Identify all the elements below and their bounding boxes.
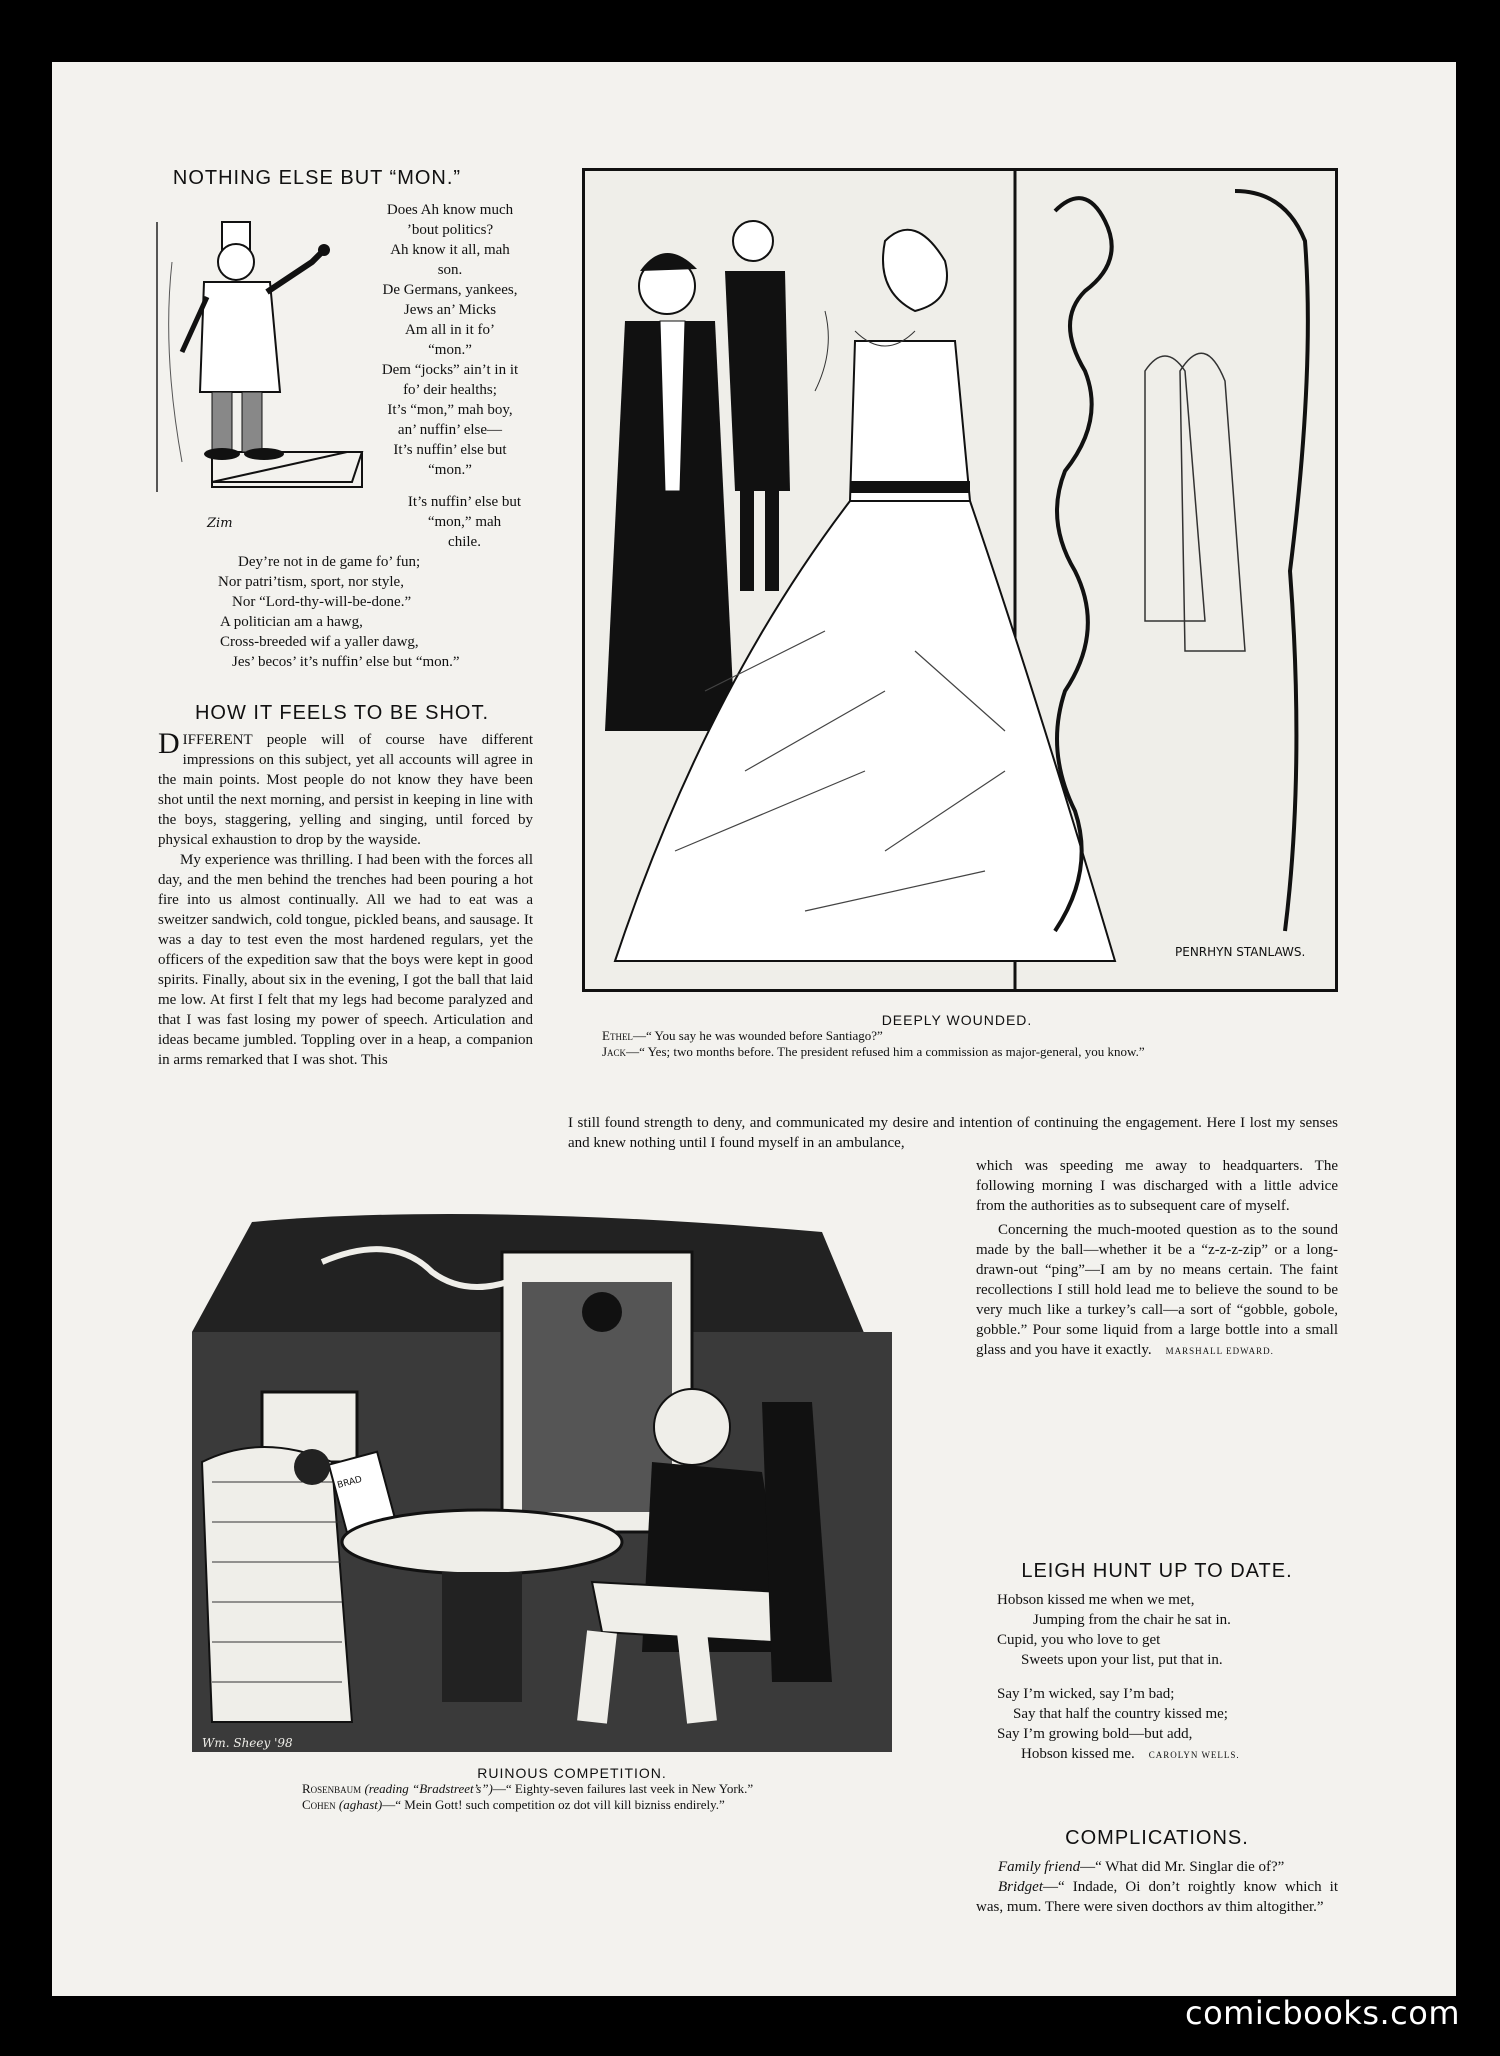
poem-line: Am all in it fo’ bbox=[405, 322, 495, 338]
poem-line: Does Ah know much bbox=[386, 202, 514, 218]
section-title-nothing-else: NOTHING ELSE BUT “MON.” bbox=[172, 167, 462, 189]
paragraph-text: Concerning the much-mooted question as to the sound made by the ball—whether it be a “z-z-z-zip” or a long-drawn-out “ping”—I am by no means certain. The faint recollections I still hold lead me to believe the sound to be very much like a turkey’s call—a sort of “gobble, gobole, gobble.” Pour some liquid from a large bottle into a small glass and you have it exactly. bbox=[976, 1222, 1338, 1358]
poem-line: Nor patri’tism, sport, nor style, bbox=[218, 574, 404, 590]
paragraph-text: people will of course have different impressions on this subject, yet all accounts will agree in the main points. Most people do not know they have been shot until the next morning, and persist in keeping in line with the boys, staggering, yelling and singing, until forced by physical exhaustion to drop by the wayside. bbox=[158, 732, 533, 848]
author-signature: CAROLYN WELLS. bbox=[1148, 1750, 1240, 1760]
poem-line: It’s nuffin’ else but bbox=[393, 442, 507, 458]
section-title-leigh-hunt: LEIGH HUNT UP TO DATE. bbox=[1021, 1560, 1293, 1582]
caption-text: —“ You say he was wounded before Santiago?” bbox=[632, 1028, 883, 1043]
poem-line: Cupid, you who love to get bbox=[997, 1632, 1161, 1648]
site-watermark: comicbooks.com bbox=[1184, 1994, 1460, 2032]
magazine-page bbox=[52, 62, 1456, 1996]
lead-word: IFFERENT bbox=[182, 732, 253, 748]
caption-speaker: Cohen bbox=[302, 1797, 336, 1812]
poem-line: A politician am a hawg, bbox=[220, 614, 363, 630]
caption-speaker: Rosenbaum bbox=[302, 1781, 362, 1796]
paragraph: My experience was thrilling. I had been with the forces all day, and the men behind the trenches had been pouring a hot fire into us almost continually. All we had to eat was a sweitzer sandwich, cold tongue, pickled beans, and sausage. It was a day to test even the most hardened regulars, yet the officers of the expedition saw that the boys were kept in good spirits. Finally, about six in the evening, I got the ball that laid me low. At first I felt that my legs had become paralyzed and that I was fast losing my power of speech. Articulation and ideas became jumbled. Toppling over in a heap, a companion in arms remarked that I was shot. This bbox=[158, 852, 533, 1068]
poem-line: Dem “jocks” ain’t in it bbox=[381, 362, 519, 378]
poem-line: “mon,” mah bbox=[427, 514, 502, 530]
artist-signature-stanlaws: PENRHYN STANLAWS. bbox=[1175, 945, 1306, 959]
paragraph bbox=[158, 727, 533, 850]
caption-line bbox=[572, 1044, 1342, 1060]
dialogue-speaker: Bridget bbox=[998, 1879, 1043, 1895]
poem-line: Say I’m growing bold—but add, bbox=[997, 1726, 1193, 1742]
caption-deeply-wounded bbox=[572, 1012, 1342, 1060]
artist-signature-ruinous: Wm. Sheey '98 bbox=[202, 1736, 293, 1750]
section-title-complications: COMPLICATIONS. bbox=[1065, 1827, 1249, 1849]
illustration-deeply-wounded bbox=[582, 168, 1338, 992]
caption-line bbox=[572, 1028, 1342, 1044]
caption-text: —“ Yes; two months before. The president refused him a commission as major-general, you know.” bbox=[626, 1044, 1145, 1059]
caption-ruinous-competition bbox=[172, 1765, 972, 1813]
ballroom-illustration bbox=[585, 171, 1335, 989]
article-shot-column-2 bbox=[976, 1156, 1338, 1361]
caption-stage-direction: (aghast) bbox=[338, 1797, 383, 1812]
paragraph: which was speeding me away to headquarters. The following morning I was discharged with a little advice from the authorities as to subsequent care of myself. bbox=[976, 1158, 1338, 1214]
caption-speaker: Ethel bbox=[602, 1028, 633, 1043]
section-title-how-it-feels: HOW IT FEELS TO BE SHOT. bbox=[194, 702, 490, 724]
poem-line: Jumping from the chair he sat in. bbox=[1033, 1612, 1231, 1628]
poem-line: It’s nuffin’ else but bbox=[407, 494, 522, 510]
illustration-ruinous-competition bbox=[172, 1202, 962, 1772]
poem-line: Say I’m wicked, say I’m bad; bbox=[997, 1686, 1175, 1702]
poem-line: chile. bbox=[448, 534, 481, 550]
caption-title: RUINOUS COMPETITION. bbox=[477, 1765, 667, 1781]
poem-stanza-3 bbox=[210, 552, 530, 672]
poem-stanza-1 bbox=[370, 200, 530, 480]
poem-line bbox=[997, 1744, 1342, 1765]
poem-stanza-2 bbox=[397, 492, 532, 552]
poem-line: “mon.” bbox=[428, 342, 472, 358]
poem-line: fo’ deir healths; bbox=[403, 382, 497, 398]
poem-line: son. bbox=[437, 262, 463, 278]
poem-line: Dey’re not in de game fo’ fun; bbox=[238, 554, 421, 570]
poem-line: Hobson kissed me when we met, bbox=[997, 1592, 1195, 1608]
caption-text: —“ Eighty-seven failures last veek in New York.” bbox=[492, 1781, 754, 1796]
dialogue-line bbox=[976, 1877, 1338, 1917]
poem-line-text: Hobson kissed me. bbox=[1021, 1746, 1135, 1762]
poem-line: Sweets upon your list, put that in. bbox=[1021, 1652, 1223, 1668]
paragraph: I still found strength to deny, and communicated my desire and intention of continuing the engagement. Here I lost my senses and knew nothing until I found myself in an ambulance, bbox=[568, 1115, 1338, 1151]
poem-line: ’bout politics? bbox=[406, 222, 494, 238]
poem-line: Say that half the country kissed me; bbox=[1013, 1706, 1228, 1722]
poem-line: De Germans, yankees, bbox=[382, 282, 518, 298]
caption-line bbox=[172, 1797, 972, 1813]
poem-line: Nor “Lord-thy-will-be-done.” bbox=[232, 594, 412, 610]
parlor-illustration bbox=[172, 1202, 962, 1772]
caption-text: —“ Mein Gott! such competition oz dot vill kill bizniss endirely.” bbox=[382, 1797, 725, 1812]
paragraph bbox=[976, 1220, 1338, 1361]
dialogue-speaker: Family friend bbox=[998, 1859, 1081, 1875]
newspaper-masthead: BRAD bbox=[336, 1474, 364, 1491]
poem-line: Jews an’ Micks bbox=[403, 302, 497, 318]
caption-stage-direction: (reading “Bradstreet’s”) bbox=[364, 1781, 493, 1796]
poem-line: It’s “mon,” mah boy, bbox=[387, 402, 513, 418]
dialogue-line bbox=[976, 1857, 1338, 1877]
poem-line: an’ nuffin’ else— bbox=[397, 422, 503, 438]
author-signature: MARSHALL EDWARD. bbox=[1165, 1346, 1274, 1356]
cartoon-speaker-illustration bbox=[152, 202, 367, 542]
poem-line: “mon.” bbox=[428, 462, 472, 478]
dialogue-text: —“ Indade, Oi don’t roightly know which it was, mum. There were siven docthors av thim altogither.” bbox=[976, 1879, 1338, 1915]
poem-line: Jes’ becos’ it’s nuffin’ else but “mon.” bbox=[232, 654, 460, 670]
article-shot-continuation bbox=[568, 1113, 1338, 1153]
poem-line: Ah know it all, mah bbox=[390, 242, 510, 258]
poem-leigh-hunt bbox=[997, 1590, 1342, 1765]
caption-speaker: Jack bbox=[602, 1044, 627, 1059]
article-shot-column-1 bbox=[158, 727, 533, 1070]
dialogue-text: —“ What did Mr. Singlar die of?” bbox=[1080, 1859, 1285, 1875]
artist-signature-zim: Zim bbox=[207, 516, 233, 531]
drop-cap: D bbox=[158, 727, 180, 760]
complications-text bbox=[976, 1857, 1338, 1917]
caption-title: DEEPLY WOUNDED. bbox=[881, 1012, 1033, 1028]
poem-line: Cross-breeded wif a yaller dawg, bbox=[220, 634, 419, 650]
caption-line bbox=[172, 1781, 972, 1797]
